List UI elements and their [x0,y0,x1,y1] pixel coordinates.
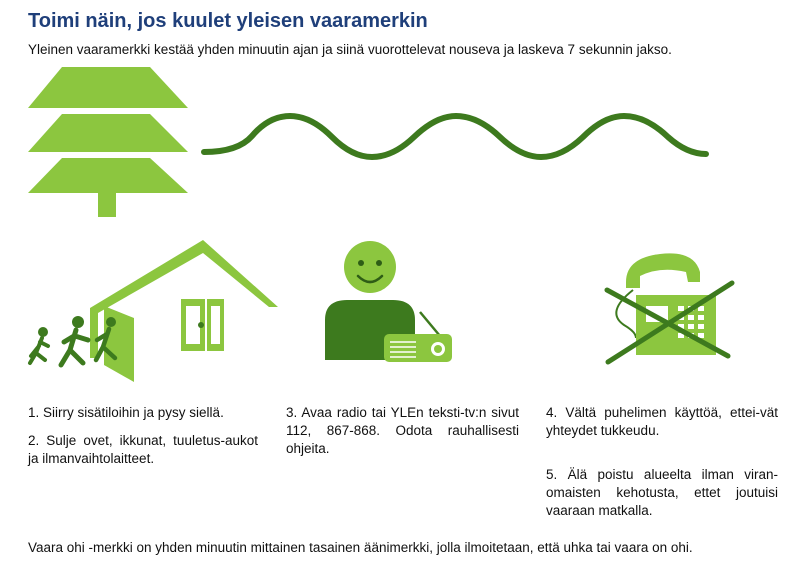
house-running-people-icon [30,240,278,382]
page-subtitle: Yleinen vaaramerkki kestää yhden minuutin ajan ja siinä vuorottelevat nouseva ja laskeva 7 sekunnin jakso. [28,42,672,57]
footer-note: Vaara ohi -merkki on yhden minuutin mittainen tasainen äänimerkki, jolla ilmoitetaan, että uhka tai vaara on ohi. [28,540,693,555]
instruction-2: 2. Sulje ovet, ikkunat, tuuletus-aukot ja ilmanvaihtolaitteet. [28,433,258,466]
instruction-column-3 [546,404,778,520]
crossed-phone-icon [607,253,732,362]
tree-icon [28,67,188,217]
instruction-1: 1. Siirry sisätiloihin ja pysy siellä. [28,405,224,420]
wave-icon [204,116,706,157]
instruction-5: 5. Älä poistu alueelta ilman viran-omaisten kehotusta, ettet joutuisi vaaraan matkalla. [546,467,778,518]
instruction-4: 4. Vältä puhelimen käyttöä, ettei-vät yhteydet tukkeudu. [546,405,778,438]
instruction-3: 3. Avaa radio tai YLEn teksti-tv:n sivut 112, 867-868. Odota rauhallisesti ohjeita. [286,405,519,456]
instruction-column-2 [286,404,519,458]
page-title: Toimi näin, jos kuulet yleisen vaaramerkin [28,10,428,32]
person-radio-icon [325,241,452,362]
instruction-column-1 [28,404,258,468]
